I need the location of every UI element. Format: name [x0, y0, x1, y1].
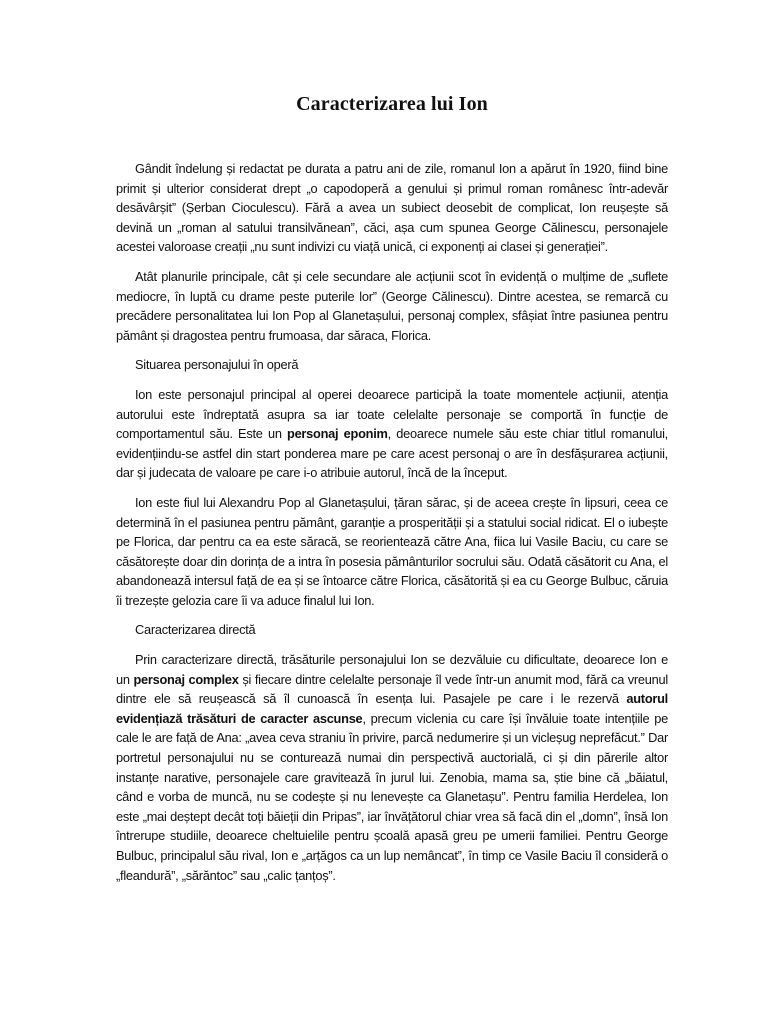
bold-text-run: personaj eponim	[287, 426, 388, 442]
situarea-paragraph	[116, 385, 668, 483]
intro-paragraph: Gândit îndelung și redactat pe durata a patru ani de zile, romanul Ion a apărut în 1920, fiind bine primit și ulterior considerat drept „o capodoperă a genului și primul roman românesc într-adevăr desăvârșit” (Șerban Cioculescu). Fără a avea un subiect deosebit de complicat, Ion reușește să devină un „roman al satului transilvănean”, căci, așa cum spunea George Călinescu, personajele acestei valoroase creații „nu sunt indivizi cu viață unică, ci exponenți ai clasei și generației”.	[116, 161, 668, 255]
text-run: și fiecare dintre celelalte personaje îl vede într-un anumit mod, fără ca vreunul dintre ele să reușească să îl cunoască în esența lui. Pasajele pe care i le rezervă	[116, 671, 668, 707]
text-run: , precum viclenia cu care își învăluie toate intențiile pe cale le are față de Ana: „avea ceva straniu în privire, parcă nedumerire și un vicleșug neprefăcut.” Dar portretul personajului nu se conturează numai din perspectivă auctorială, ci și din părerile altor instanțe narative, personajele care gravitează în jurul lui. Zenobia, mama sa, știe bine că „băiatul, când e vorba de muncă, nu se codește și nu lenevește ca Glanetașu”. Pentru familia Herdelea, Ion este „mai deștept decât toți băieții din Pripas”, iar învățătorul chiar vrea să facă din el „domn”, însă Ion întrerupe studiile, deoarece cheltuielile pentru școală apasă greu pe umerii familiei. Pentru George Bulbuc, principalul său rival, Ion e „arțăgos ca un lup nemâncat”, în timp ce Vasile Baciu îl consideră o „fleandură”, „sărăntoc” sau „calic țanțoș”.	[116, 710, 668, 883]
section-heading-situarea: Situarea personajului în operă	[135, 357, 299, 373]
bold-text-run: personaj complex	[133, 671, 239, 687]
text-run: Ion este personajul principal al operei deoarece participă la toate momentele acțiunii, atenția autorului este îndreptată asupra sa iar toate celelalte personaje se comportă în funcție de comportamentul său. Este un	[116, 386, 668, 442]
biography-paragraph: Ion este fiul lui Alexandru Pop al Glanetașului, țăran sărac, și de aceea crește în lipsuri, ceea ce determină în el pasiunea pentru pământ, garanție a prosperității și a statului social ridicat. El o iubește pe Florica, dar pentru ca ea este săracă, se reorientează către Ana, fiica lui Vasile Baciu, cu care se căsătorește doar din dorința de a intra în posesia pământurilor socrului său. Odată căsătorit cu Ana, el abandonează intersul față de ea și se întoarce către Florica, căsătorită și ea cu George Bulbuc, căruia îi trezește gelozia care îi va aduce finalul lui Ion.	[116, 494, 668, 608]
caracterizare-directa-paragraph	[116, 650, 668, 885]
bold-text-run: autorul evidențiază trăsături de caracter ascunse	[116, 691, 668, 726]
document-title: Caracterizarea lui Ion	[296, 93, 488, 115]
second-paragraph: Atât planurile principale, cât și cele secundare ale acțiunii scot în evidență o mulțime de „suflete mediocre, în luptă cu drame peste puterile lor” (George Călinescu). Dintre acestea, se remarcă cu precădere personalitatea lui Ion Pop al Glanetașului, personaj complex, sfâșiat între pasiunea pentru pământ și dragostea pentru frumoasa, dar săraca, Florica.	[116, 268, 668, 343]
text-run: , deoarece numele său este chiar titlul romanului, evidențiindu-se astfel din start ponderea mare pe care acest personaj o are în desfășurarea acțiunii, dar și judecata de valoare pe care i-o atribuie autorul, încă de la început.	[116, 426, 668, 481]
text-run: Prin caracterizare directă, trăsăturile personajului Ion se dezvăluie cu dificultate, deoarece Ion e un	[116, 652, 668, 687]
section-heading-caracterizarea: Caracterizarea directă	[135, 622, 256, 638]
